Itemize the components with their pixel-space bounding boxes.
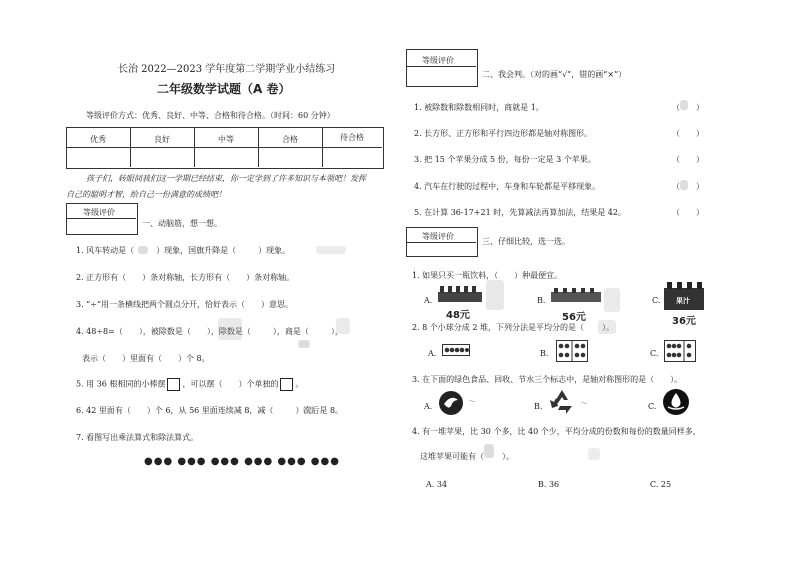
balls-group-a-icon <box>442 344 470 356</box>
q1-smudge <box>604 288 620 312</box>
q3-smudge: ～ <box>580 399 588 408</box>
encourage-line1: 孩子们，转眼间我们这一学期已经结束，你一定学到了许多知识与本领吧！发挥 <box>86 174 366 183</box>
q4-smudge <box>218 318 242 340</box>
q5-part-b: ，可以摆（ ）个单独的 <box>182 379 279 389</box>
q6-smudge <box>303 406 315 414</box>
judge-item-3: 3. 把 15 个苹果分成 5 份，每份一定是 3 个苹果。 <box>414 155 596 164</box>
q4-smudge <box>298 340 310 348</box>
choice-q3-line: 3. 在下面的绿色食品、回收、节水三个标志中，是轴对称图形的是（ ）。 <box>412 375 683 384</box>
q6-part-b: ）次后是 8。 <box>295 406 344 415</box>
q2-part-b: ）。 <box>601 323 614 332</box>
q4-part-c: ）。 <box>502 452 514 461</box>
q1-part-c: ）现象。 <box>258 246 291 255</box>
q1-option-b-label: B. <box>537 296 546 305</box>
q4-part-b: 这堆苹果可能有（ <box>420 452 484 461</box>
judge-answer-4[interactable]: （ ） <box>672 182 704 191</box>
judge-smudge <box>680 100 688 110</box>
grade-table-col-line <box>258 127 259 167</box>
q4-part-a: 4. 48÷8=（ ），被除数是（ ），除数是（ <box>76 327 251 336</box>
q2-option-a-label: A. <box>428 349 437 358</box>
recycle-logo-icon <box>548 388 576 416</box>
judge-item-2: 2. 长方形、正方形和平行四边形都是轴对称图形。 <box>414 129 593 138</box>
grade-header-good: 良好 <box>154 135 170 144</box>
q1-option-a-price: 48元 <box>446 310 470 321</box>
bottles-b-icon <box>551 288 601 302</box>
q1-line <box>76 245 290 256</box>
judge-item-4: 4. 汽车在行驶的过程中，车身和车轮都是平移现象。 <box>414 182 601 191</box>
q5-line: 5. 用 36 根相同的小棒摆 ，可以摆（ ）个单独的 。 <box>76 378 303 391</box>
square-icon <box>280 378 293 391</box>
grade-table-col-line <box>194 127 195 167</box>
q2-option-b-label: B. <box>540 349 549 358</box>
q3-option-c-label: C. <box>648 402 657 411</box>
judge-answer-5[interactable]: （ ） <box>672 208 704 217</box>
judge-smudge <box>680 180 688 190</box>
q1-smudge <box>138 246 148 254</box>
water-saving-logo-icon <box>662 388 690 416</box>
q2-part-a: 2. 8 个小球分成 2 堆，下列分法是平均分的是（ <box>412 323 584 332</box>
balls-group-c-icon <box>664 340 696 362</box>
q2-option-c-label: C. <box>650 349 659 358</box>
judge-answer-1[interactable]: （ ） <box>672 103 704 112</box>
q4b-line: 表示（ ）里面有（ ）个 8。 <box>82 354 210 363</box>
q3-option-b-label: B. <box>534 402 543 411</box>
q6-part-a: 6. 42 里面有（ ）个 6，从 56 里面连续减 8，减（ <box>76 406 274 415</box>
exam-title-line2: 二年级数学试题（A 卷） <box>157 82 291 96</box>
grade-header-pass: 合格 <box>282 135 298 144</box>
q7-line: 7. 看图写出乘法算式和除法算式。 <box>76 433 199 442</box>
judge-answer-3[interactable]: （ ） <box>672 155 704 164</box>
choice-q2-line <box>412 322 614 333</box>
q3-option-a-label: A. <box>424 402 433 411</box>
grade-header-excellent: 优秀 <box>90 135 106 144</box>
q1-smudge <box>486 280 504 310</box>
grade-box-label: 等级评价 <box>422 56 454 65</box>
q2-smudge <box>598 320 616 334</box>
grade-header-pending: 待合格 <box>340 133 364 142</box>
q4-part-b: ），商是（ <box>272 327 309 336</box>
q1-part-a: 1. 风车转动是（ <box>76 246 135 255</box>
q4-line <box>76 326 343 337</box>
q4-option-b: B. 36 <box>538 480 560 489</box>
judge-item-1: 1. 被除数和除数相同时，商就是 1。 <box>414 103 544 112</box>
q4-smudge <box>484 444 494 458</box>
choice-q4-line1: 4. 有一堆苹果，比 30 个多，比 40 个少，平均分成的份数和每份的数量同样多， <box>412 427 701 436</box>
grade-table-col-line <box>130 127 131 167</box>
grade-box-divider <box>406 66 476 67</box>
q4-smudge <box>336 318 350 334</box>
exam-title-line1: 长治 2022—2023 学年度第二学期学业小结练习 <box>118 64 336 75</box>
q1-option-c-label: C. <box>652 296 661 305</box>
q2-line: 2. 正方形有（ ）条对称轴，长方形有（ ）条对称轴。 <box>76 273 295 282</box>
bottles-a-icon <box>438 286 482 302</box>
q4-smudge <box>588 448 600 460</box>
section2-title: 二、我会判。（对的画“√”，错的画“×”） <box>482 70 627 79</box>
q4-part-c: ）， <box>330 327 343 336</box>
section1-title: 一、动脑筋，想一想。 <box>142 219 222 228</box>
q1-option-b-price: 56元 <box>562 312 586 323</box>
grade-header-medium: 中等 <box>218 135 234 144</box>
q1-part-b: ）现象，国旗升降是（ <box>156 246 237 255</box>
q5-part-a: 5. 用 36 根相同的小棒摆 <box>76 379 166 389</box>
judge-answer-2[interactable]: （ ） <box>672 129 704 138</box>
q7-dots-figure: ●●● ●●● ●●● ●●● ●●● ●●● <box>144 456 340 467</box>
q3-line: 3. “÷”用一条横线把两个圆点分开，恰好表示（ ）意思。 <box>76 300 294 309</box>
grade-box-divider <box>66 218 136 219</box>
q1-option-a-label: A. <box>424 296 433 305</box>
grade-box-divider <box>406 242 476 243</box>
q1-smudge <box>316 246 346 254</box>
grade-box-label: 等级评价 <box>83 208 115 217</box>
q4-option-c: C. 25 <box>650 480 672 489</box>
q4-option-a: A. 34 <box>426 480 448 489</box>
choice-q1-line: 1. 如果只买一瓶饮料，（ ）种最便宜。 <box>412 271 563 280</box>
q1-option-c-price: 36元 <box>672 316 696 327</box>
judge-item-5: 5. 在计算 36-17+21 时，先算减法再算加法，结果是 42。 <box>414 208 626 217</box>
green-food-logo-icon <box>438 390 464 416</box>
encourage-line2: 自己的聪明才智，给自己一份满意的成绩吧！ <box>66 190 226 199</box>
grade-box-label: 等级评价 <box>422 232 454 241</box>
balls-group-b-icon <box>556 340 588 362</box>
section3-title: 三、仔细比较，选一选。 <box>482 237 570 246</box>
grading-intro: 等级评价方式：优秀、良好、中等、合格和待合格。（时间：60 分钟） <box>86 111 335 120</box>
juice-brand-text: 果汁 <box>676 296 690 305</box>
choice-q4-line2 <box>420 451 514 462</box>
grade-table-divider <box>66 147 382 148</box>
square-icon <box>167 378 180 391</box>
q3-smudge: ～ <box>468 397 476 406</box>
